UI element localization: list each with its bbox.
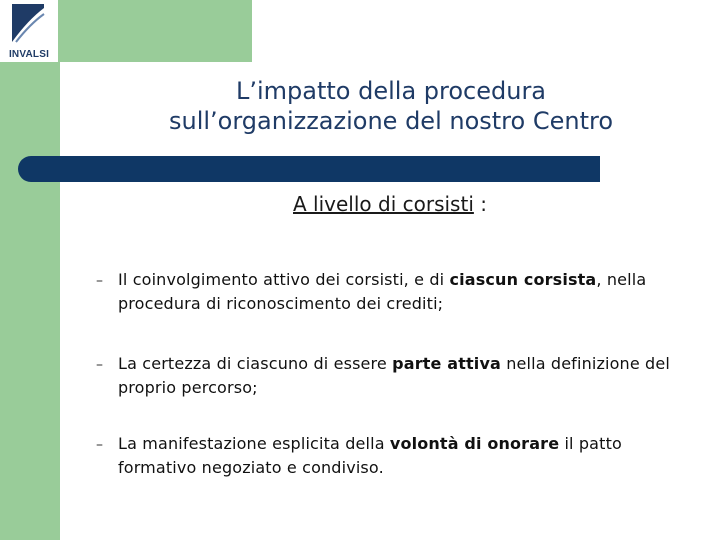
bold-text-run: ciascun corsista [449, 270, 597, 289]
text-run: La certezza di ciascuno di essere [118, 354, 393, 373]
slide-title [62, 76, 720, 136]
bold-text-run: volontà di onorare [389, 434, 560, 453]
section-subtitle [60, 192, 720, 216]
slide-title-line-1: L’impatto della procedura [235, 77, 547, 105]
text-run: il patto formativo negoziato e condiviso. [118, 434, 622, 477]
dash-bullet-icon: – [96, 437, 103, 453]
text-run: , nella procedura di riconoscimento dei crediti; [118, 270, 647, 313]
list-item-text [118, 432, 698, 480]
text-run: nella definizione del proprio percorso; [118, 354, 670, 397]
title-divider-bar [18, 156, 600, 182]
text-run: La manifestazione esplicita della [118, 434, 390, 453]
logo-text: INVALSI [8, 49, 50, 60]
dash-bullet-icon: – [96, 357, 103, 373]
bold-text-run: parte attiva [392, 354, 501, 373]
subtitle-colon: : [473, 192, 487, 216]
list-item-text [118, 268, 698, 316]
invalsi-logo [0, 0, 58, 62]
text-run: Il coinvolgimento attivo dei corsisti, e di [118, 270, 450, 289]
logo-mark-icon [8, 2, 48, 46]
list-item-text [118, 352, 698, 400]
subtitle-underlined-text: A livello di corsisti [293, 192, 474, 216]
green-side-band [0, 0, 60, 540]
dash-bullet-icon: – [96, 273, 103, 289]
slide-title-line-2: sull’organizzazione del nostro Centro [168, 107, 613, 135]
